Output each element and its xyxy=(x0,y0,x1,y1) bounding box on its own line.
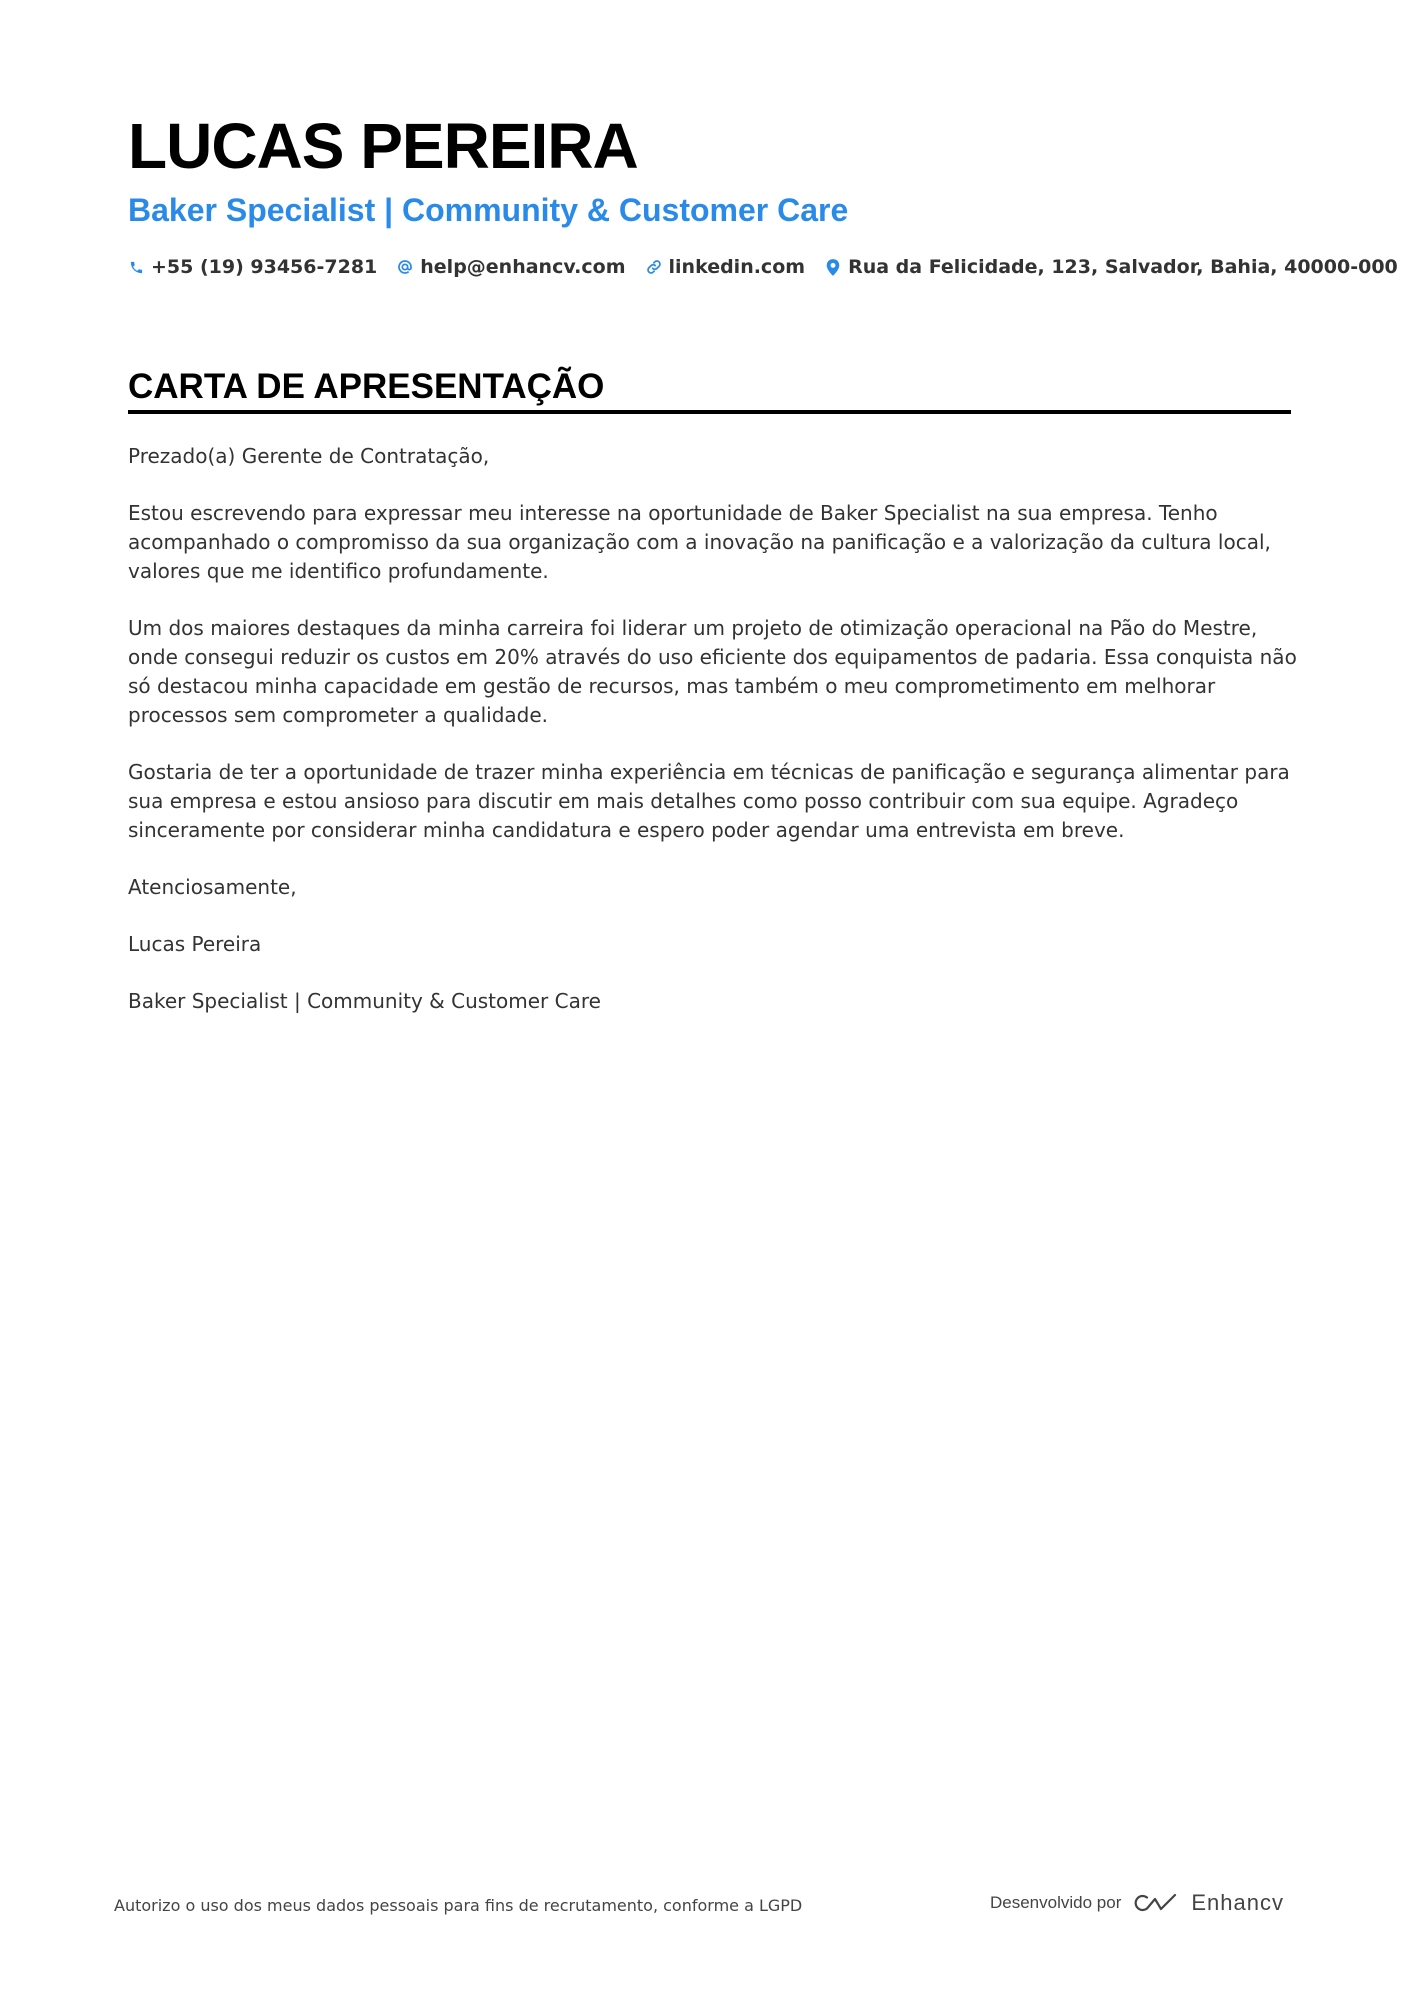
contact-bar xyxy=(128,252,1398,282)
at-icon xyxy=(397,259,413,275)
powered-by xyxy=(990,1890,1284,1916)
candidate-title: Baker Specialist | Community & Customer Care xyxy=(128,192,849,228)
letter-greeting: Prezado(a) Gerente de Contratação, xyxy=(128,444,490,468)
link-icon xyxy=(646,259,662,275)
email-address: help@enhancv.com xyxy=(420,256,626,278)
contact-address xyxy=(825,252,1398,282)
phone-icon xyxy=(128,259,144,275)
contact-linkedin xyxy=(646,252,806,282)
contact-phone xyxy=(128,252,377,282)
letter-paragraph: Um dos maiores destaques da minha carreira foi liderar um projeto de otimização operacional na Pão do Mestre, onde consegui reduzir os custos em 20% através do uso eficiente dos equipamentos de padaria. Essa conquista não só destacou minha capacidade em gestão de recursos, mas também o meu comprometimento em melhorar processos sem comprometer a qualidade. xyxy=(128,616,1297,727)
consent-note: Autorizo o uso dos meus dados pessoais para fins de recrutamento, conforme a LGPD xyxy=(114,1896,803,1915)
powered-by-label: Desenvolvido por xyxy=(990,1893,1122,1912)
section-divider xyxy=(128,410,1291,414)
enhancv-logo-icon xyxy=(1133,1891,1179,1915)
letter-body xyxy=(128,442,1298,1044)
signature-name: Lucas Pereira xyxy=(128,932,262,956)
candidate-name: LUCAS PEREIRA xyxy=(128,110,638,182)
phone-number: +55 (19) 93456-7281 xyxy=(151,256,378,278)
signature-title: Baker Specialist | Community & Customer Care xyxy=(128,989,601,1013)
letter-paragraph: Estou escrevendo para expressar meu interesse na oportunidade de Baker Specialist na sua empresa. Tenho acompanhado o compromisso da sua organização com a inovação na panificação e a valorização da cultura local, valores que me identifico profundamente. xyxy=(128,501,1271,583)
postal-address: Rua da Felicidade, 123, Salvador, Bahia, 40000-000 xyxy=(848,256,1398,278)
linkedin-url: linkedin.com xyxy=(668,256,806,278)
location-pin-icon xyxy=(825,259,841,275)
contact-email xyxy=(397,252,625,282)
section-title: CARTA DE APRESENTAÇÃO xyxy=(128,367,605,406)
letter-closing: Atenciosamente, xyxy=(128,875,297,899)
brand-name: Enhancv xyxy=(1191,1890,1284,1915)
letter-paragraph: Gostaria de ter a oportunidade de trazer minha experiência em técnicas de panificação e segurança alimentar para sua empresa e estou ansioso para discutir em mais detalhes como posso contribuir com sua equipe. Agradeço sinceramente por considerar minha candidatura e espero poder agendar uma entrevista em breve. xyxy=(128,760,1290,842)
